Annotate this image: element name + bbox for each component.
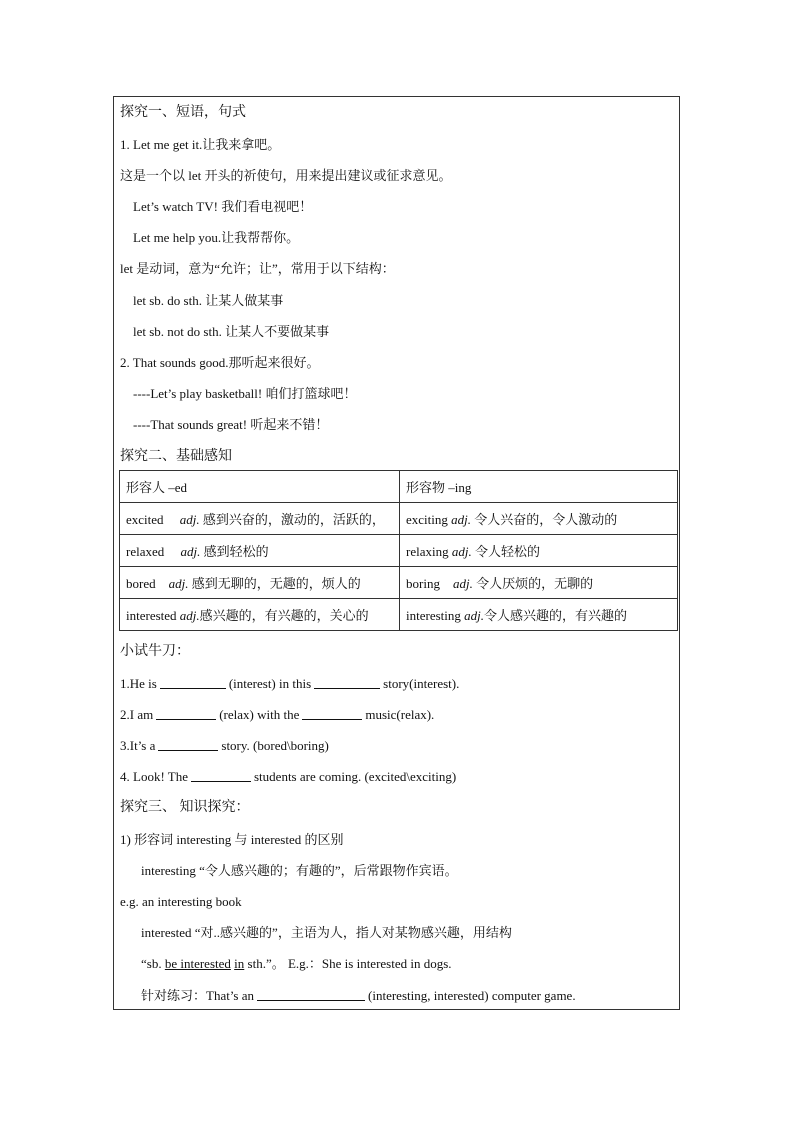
answer-blank[interactable] <box>156 707 216 720</box>
cell-ing: relaxing adj. 令人轻松的 <box>400 535 678 567</box>
answer-blank[interactable] <box>191 769 251 782</box>
cell-ed: interested adj.感兴趣的，有兴趣的，关心的 <box>120 599 400 631</box>
table-header-row <box>120 471 678 503</box>
section3-item1: 1) 形容词 interesting 与 interested 的区别 <box>120 832 344 847</box>
answer-blank[interactable] <box>158 738 218 751</box>
cell-ed: bored adj. 感到无聊的，无趣的，烦人的 <box>120 567 400 599</box>
header-thing: 形容物 –ing <box>400 471 678 503</box>
section1-item2: 2. That sounds good.那听起来很好。 <box>120 355 320 370</box>
answer-blank[interactable] <box>160 676 226 689</box>
section1-item1: 1. Let me get it.让我来拿吧。 <box>120 137 281 152</box>
section1-note1: 这是一个以 let 开头的祈使句，用来提出建议或征求意见。 <box>120 168 452 183</box>
practice-question-1: 1.He is (interest) in this story(interest). <box>120 676 460 691</box>
table-row <box>120 535 678 567</box>
practice-question-3: 3.It’s a story. (bored\boring) <box>120 738 329 753</box>
section1-dialog1: ----Let’s play basketball! 咱们打篮球吧！ <box>133 386 357 401</box>
section3-line2: interested “对..感兴趣的”，主语为人，指人对某物感兴趣，用结构 <box>141 925 512 940</box>
section1-structure2: let sb. not do sth. 让某人不要做某事 <box>133 324 330 339</box>
section1-example1: Let’s watch TV! 我们看电视吧！ <box>133 199 313 214</box>
header-person: 形容人 –ed <box>120 471 400 503</box>
section3-example: e.g. an interesting book <box>120 894 242 909</box>
section3-practice: 针对练习：That’s an (interesting, interested) computer game. <box>141 988 576 1003</box>
section1-structure1: let sb. do sth. 让某人做某事 <box>133 293 284 308</box>
section1-note2: let 是动词，意为“允许；让”，常用于以下结构： <box>120 261 395 276</box>
section2-title: 探究二、基础感知 <box>120 449 232 464</box>
table-row <box>120 599 678 631</box>
answer-blank[interactable] <box>257 988 365 1001</box>
section3-line1: interesting “令人感兴趣的；有趣的”，后常跟物作宾语。 <box>141 863 458 878</box>
cell-ed: excited adj. 感到兴奋的，激动的，活跃的， <box>120 503 400 535</box>
section3-title: 探究三、 知识探究： <box>120 800 250 815</box>
practice-title: 小试牛刀： <box>120 644 190 659</box>
adjective-table <box>119 470 678 631</box>
section1-example2: Let me help you.让我帮帮你。 <box>133 230 300 245</box>
answer-blank[interactable] <box>314 676 380 689</box>
answer-blank[interactable] <box>302 707 362 720</box>
section1-title: 探究一、短语，句式 <box>120 105 246 120</box>
practice-question-2: 2.I am (relax) with the music(relax). <box>120 707 435 722</box>
section1-dialog2: ----That sounds great! 听起来不错！ <box>133 417 329 432</box>
practice-question-4: 4. Look! The students are coming. (excited\exciting) <box>120 769 457 784</box>
table-row <box>120 567 678 599</box>
cell-ing: exciting adj. 令人兴奋的，令人激动的 <box>400 503 678 535</box>
cell-ing: boring adj. 令人厌烦的，无聊的 <box>400 567 678 599</box>
section3-line3: “sb. be interested in sth.”。 E.g.：She is interested in dogs. <box>141 956 452 971</box>
table-row <box>120 503 678 535</box>
cell-ed: relaxed adj. 感到轻松的 <box>120 535 400 567</box>
cell-ing: interesting adj.令人感兴趣的，有兴趣的 <box>400 599 678 631</box>
